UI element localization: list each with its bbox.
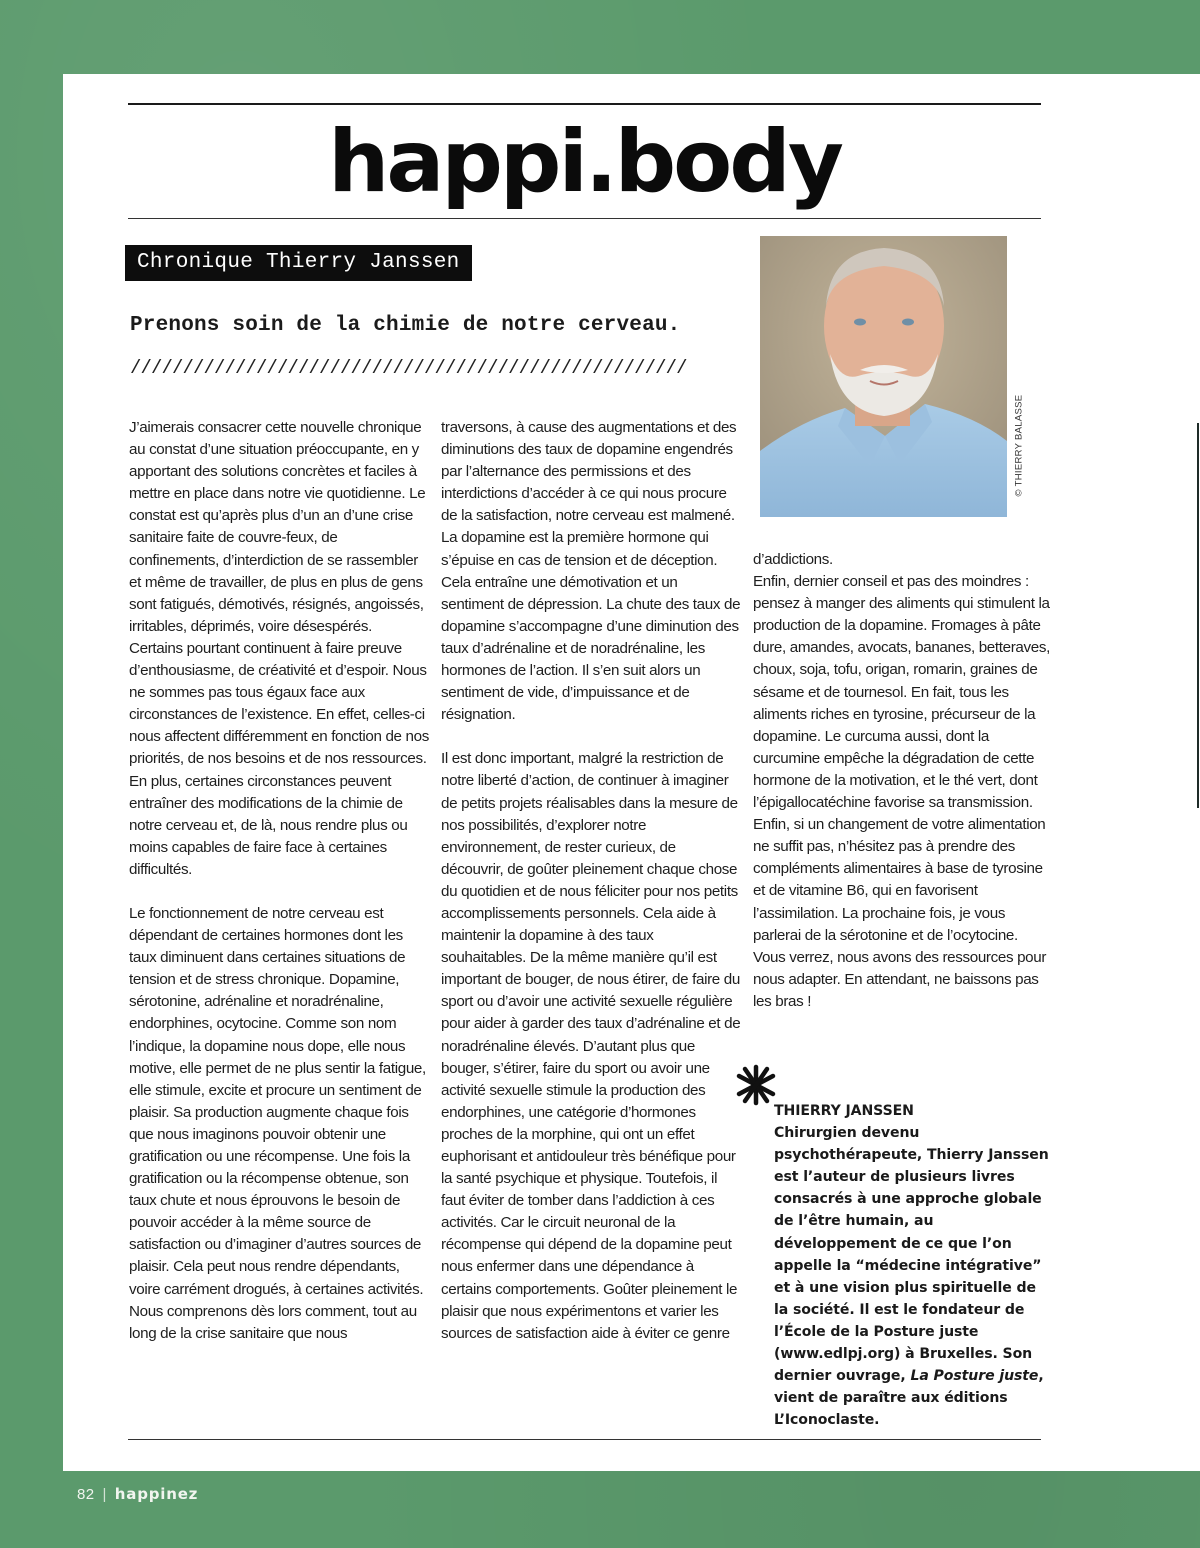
asterisk-icon [735, 1064, 777, 1106]
author-name: THIERRY JANSSEN [774, 1103, 914, 1119]
paragraph: traversons, à cause des augmentations et des diminutions des taux de dopamine engendrés par l’alternance des permissions et des interdictions d’accéder à ce qui nous procure de la satisfaction, notre cerveau est malmené. La dopamine est la première hormone qui s’épuise en cas de tension et de déception. Cela entraîne une démotivation et un sentiment de dépression. La chute des taux de dopamine s’accompagne d’une diminution des taux d’adrénaline et de noradrénaline, les hormones de l’action. Il s’en suit alors un sentiment de vide, d’impuissance et de résignation. [441, 419, 741, 724]
article-column-2 [441, 417, 741, 1345]
masthead-rule [128, 218, 1041, 219]
magazine-brand: happinez [114, 1485, 199, 1503]
column-tag: Chronique Thierry Janssen [125, 245, 472, 281]
bio-text-end: , vient de paraître aux éditions L’Iconoclaste. [774, 1368, 1044, 1429]
paragraph: Enfin, dernier conseil et pas des moindres : pensez à manger des aliments qui stimulent la production de la dopamine. Fromages à pâte dure, amandes, avocats, bananes, betteraves, choux, soja, tofu, origan, romarin, graines de sésame et de tournesol. En fait, tous les aliments riches en tyrosine, précurseur de la dopamine. Le curcuma aussi, dont la curcumine empêche la dégradation de cette hormone de la motivation, et le thé vert, dont l’épigallocatéchine favorise sa transmission. Enfin, si un changement de votre alimentation ne suffit pas, n’hésitez pas à prendre des compléments alimentaires à base de tyrosine et de vitamine B6, qui en favorisent l’assimilation. La prochaine fois, je vous parlerai de la sérotonine et de l’ocytocine. Vous verrez, nous avons des ressources pour nous adapter. En attendant, ne baissons pas les bras ! [753, 573, 1050, 1010]
page-number: 82 [77, 1486, 95, 1503]
page-footer [77, 1485, 198, 1503]
top-rule [128, 103, 1041, 105]
article-column-3 [753, 549, 1053, 1013]
paragraph: J’aimerais consacrer cette nouvelle chronique au constat d’une situation préoccupante, en y apportant des solutions concrètes et faciles à mettre en place dans notre vie quotidienne. Le constat est qu’après plus d’un an d’une crise sanitaire faite de couvre-feux, de confinements, d’interdiction de se rassembler et même de travailler, de plus en plus de gens sont fatigués, démotivés, résignés, angoissés, irritables, déprimés, voire désespérés. Certains pourtant continuent à faire preuve d’enthousiasme, de créativité et d’espoir. Nous ne sommes pas tous égaux face aux circonstances de l’existence. En effet, celles-ci nous affectent différemment en fonction de nos priorités, de nos besoins et de nos ressources. En plus, certaines circonstances peuvent entraîner des modifications de la chimie de notre cerveau et, de là, nous rendre plus ou moins capables de faire face à certaines difficultés. [129, 419, 429, 878]
next-page-edge [1197, 423, 1199, 808]
photo-credit [1013, 374, 1025, 518]
paragraph: Le fonctionnement de notre cerveau est dépendant de certaines hormones dont les taux diminuent dans certaines situations de tension et de stress chronique. Dopamine, sérotonine, adrénaline et noradrénaline, endorphines, ocytocine. Comme son nom l’indique, la dopamine nous dope, elle nous motive, elle permet de ne plus sentir la fatigue, elle stimule, excite et procure un sentiment de plaisir. Sa production augmente chaque fois que nous imaginons pouvoir obtenir une gratification ou une récompense. Une fois la gratification ou la récompense obtenue, son taux chute et nous éprouvons le besoin de pouvoir accéder à la même source de satisfaction ou d’imaginer d’autres sources de plaisir. Cela peut nous rendre dépendants, voire carrément drogués, à certaines activités. Nous comprenons dès lors comment, tout au long de la crise sanitaire que nous [129, 904, 426, 1342]
footer-separator: | [102, 1486, 107, 1503]
author-bio [774, 1100, 1049, 1431]
bio-text: Chirurgien devenu psychothérapeute, Thierry Janssen est l’auteur de plusieurs livres consacrés à une approche globale de l’être humain, au développement de ce que l’on appelle la “médecine intégrative” et à une vision plus spirituelle de la société. Il est le fondateur de l’École de la Posture juste (www.edlpj.org) à Bruxelles. Son dernier ouvrage, [774, 1125, 1049, 1385]
article-column-1 [129, 417, 429, 1345]
author-photo [760, 236, 1007, 517]
photo-credit-text: © THIERRY BALASSE [1013, 394, 1025, 497]
slash-divider: ///////////////////////////////////////////////////// [130, 357, 687, 379]
bottom-rule [128, 1439, 1041, 1440]
book-title: La Posture juste [910, 1368, 1039, 1385]
article-subtitle: Prenons soin de la chimie de notre cerveau. [130, 314, 681, 337]
section-masthead: happi.body [328, 112, 841, 212]
portrait-illustration [760, 236, 1007, 517]
magazine-page [63, 74, 1200, 1471]
paragraph: Il est donc important, malgré la restriction de notre liberté d’action, de continuer à imaginer de petits projets réalisables dans la mesure de nos possibilités, d’explorer notre environnement, de rester curieux, de découvrir, de goûter pleinement chaque chose du quotidien et de nous féliciter pour nos petits accomplissements personnels. Cela aide à maintenir la dopamine à des taux souhaitables. De la même manière qu’il est important de bouger, de nous étirer, de faire du sport ou d’avoir une activité sexuelle régulière pour aider à garder des taux d’adrénaline et de noradrénaline élevés. D’autant plus que bouger, s’étirer, faire du sport ou avoir une activité sexuelle stimule la production des endorphines, une catégorie d’hormones proches de la morphine, qui ont un effet euphorisant et antidouleur très bénéfique pour la santé psychique et physique. Toutefois, il faut éviter de tomber dans l’addiction à ces activités. Car le circuit neuronal de la récompense qui dépend de la dopamine peut nous enfermer dans une dépendance à certains comportements. Goûter pleinement le plaisir que nous expérimentons et varier les sources de satisfaction aide à éviter ce genre [441, 750, 741, 1342]
paragraph: d’addictions. [753, 551, 833, 568]
